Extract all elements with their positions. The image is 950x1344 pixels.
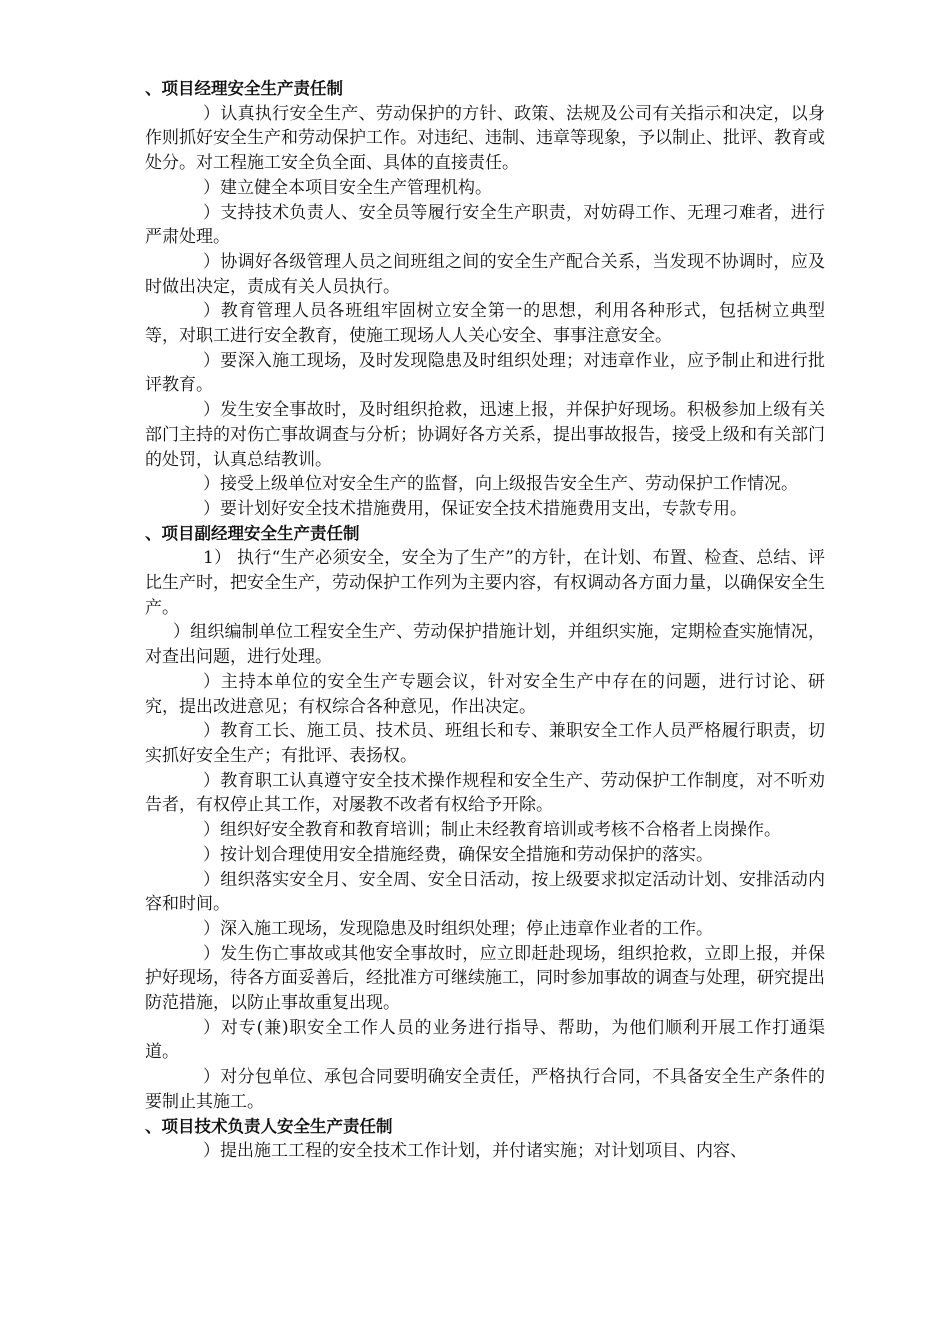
list-item: ）组织好安全教育和教育培训；制止未经教育培训或考核不合格者上岗操作。 (203, 820, 781, 841)
list-item: 1） 执行“生产必须安全，安全为了生产”的方针，在计划、布置、检查、总结、评比生产时，把安全生产，劳动保护工作列为主要内容，有权调动各方面力量，以确保安全生产。 (145, 548, 825, 618)
list-item: ）建立健全本项目安全生产管理机构。 (203, 177, 492, 198)
list-item: ）教育管理人员各班组牢固树立安全第一的思想，利用各种形式，包括树立典型等，对职工进行安全教育，使施工现场人人关心安全、事事注意安全。 (145, 301, 825, 347)
document-page (145, 77, 825, 1164)
list-item: ）发生安全事故时，及时组织抢救，迅速上报，并保护好现场。积极参加上级有关部门主持的对伤亡事故调查与分析；协调好各方关系，提出事故报告，接受上级和有关部门的处罚，认真总结教训。 (145, 400, 825, 470)
list-item: ）深入施工现场，发现隐患及时组织处理；停止违章作业者的工作。 (203, 918, 713, 939)
list-item: ）组织落实安全月、安全周、安全日活动，按上级要求拟定活动计划、安排活动内容和时间。 (145, 869, 825, 915)
list-item: ）支持技术负责人、安全员等履行安全生产职责，对妨碍工作、无理刁难者，进行严肃处理。 (145, 202, 825, 248)
list-item: ）接受上级单位对安全生产的监督，向上级报告安全生产、劳动保护工作情况。 (203, 474, 798, 495)
list-item: ）组织编制单位工程安全生产、劳动保护措施计划，并组织实施，定期检查实施情况，对查出问题，进行处理。 (145, 622, 825, 668)
list-item: ）提出施工工程的安全技术工作计划，并付诸实施；对计划项目、内容、 (203, 1141, 747, 1162)
section-technical-lead (145, 1115, 825, 1164)
list-item: ）教育工长、施工员、技术员、班组长和专、兼职安全工作人员严格履行职责，切实抓好安全生产；有批评、表扬权。 (145, 721, 825, 766)
list-item: ）要计划好安全技术措施费用，保证安全技术措施费用支出，专款专用。 (203, 498, 747, 519)
section-heading: 、项目副经理安全生产责任制 (145, 523, 360, 543)
section-heading: 、项目技术负责人安全生产责任制 (145, 1116, 393, 1136)
list-item: ）认真执行安全生产、劳动保护的方针、政策、法规及公司有关指示和决定，以身作则抓好安全生产和劳动保护工作。对违纪、违制、违章等现象，予以制止、批评、教育或处分。对工程施工安全负全面、具体的直接责任。 (145, 103, 825, 174)
list-item: ）对专(兼)职安全工作人员的业务进行指导、帮助，为他们顺利开展工作打通渠道。 (145, 1017, 825, 1063)
list-item: ）按计划合理使用安全措施经费，确保安全措施和劳动保护的落实。 (203, 844, 713, 865)
list-item: ）主持本单位的安全生产专题会议，针对安全生产中存在的问题，进行讨论、研究，提出改进意见；有权综合各种意见，作出决定。 (145, 671, 825, 717)
list-item: ）对分包单位、承包合同要明确安全责任，严格执行合同，不具备安全生产条件的要制止其施工。 (145, 1067, 825, 1112)
list-item: ）发生伤亡事故或其他安全事故时，应立即赶赴现场，组织抢救，立即上报，并保护好现场，待各方面妥善后，经批准方可继续施工，同时参加事故的调查与处理，研究提出防范措施，以防止事故重复出现。 (145, 943, 825, 1014)
section-heading: 、项目经理安全生产责任制 (145, 79, 343, 98)
list-item: ）协调好各级管理人员之间班组之间的安全生产配合关系，当发现不协调时，应及时做出决定，责成有关人员执行。 (145, 251, 825, 297)
list-item: ）教育职工认真遵守安全技术操作规程和安全生产、劳动保护工作制度，对不听劝告者，有权停止其工作，对屡教不改者有权给予开除。 (145, 770, 825, 816)
section-project-manager (145, 77, 825, 522)
list-item: ）要深入施工现场，及时发现隐患及时组织处理；对违章作业，应予制止和进行批评教育。 (145, 350, 825, 396)
section-deputy-manager (145, 522, 825, 1115)
